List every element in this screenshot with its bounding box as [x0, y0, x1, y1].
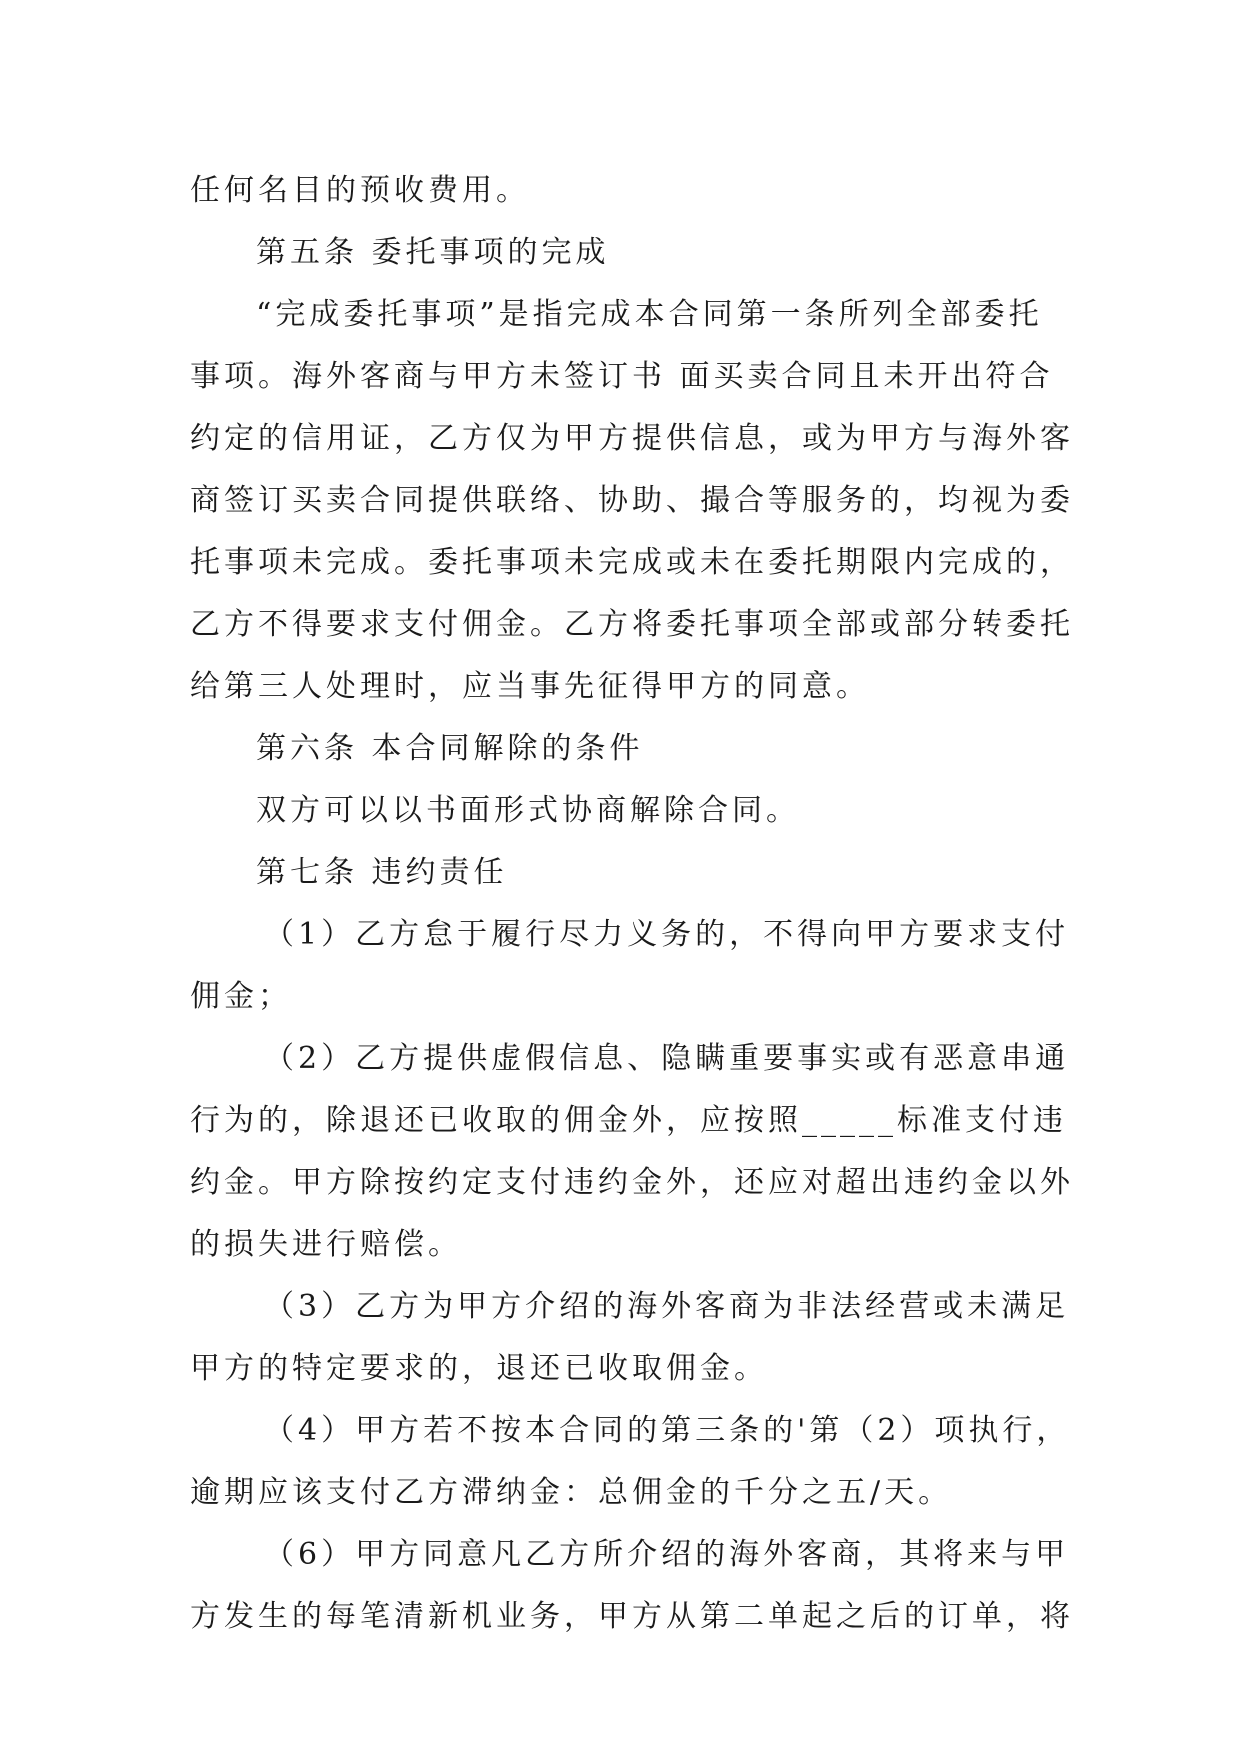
clause-item-3: （3）乙方为甲方介绍的海外客商为非法经营或未满足: [264, 1289, 1070, 1324]
clause-item-6: （6）甲方同意凡乙方所介绍的海外客商，其将来与甲: [264, 1537, 1070, 1572]
text-line: 给第三人处理时，应当事先征得甲方的同意。: [190, 669, 870, 704]
clause-item-4: （4）甲方若不按本合同的第三条的'第（2）项执行，: [264, 1413, 1071, 1448]
clause-item-1: （1）乙方怠于履行尽力义务的，不得向甲方要求支付: [264, 917, 1070, 952]
text-line: “完成委托事项”是指完成本合同第一条所列全部委托: [256, 297, 1043, 332]
text-line: 方发生的每笔清新机业务，甲方从第二单起之后的订单，将: [190, 1599, 1074, 1634]
text-line: 行为的，除退还已收取的佣金外，应按照_____标准支付违: [190, 1103, 1067, 1138]
text-line: 约定的信用证，乙方仅为甲方提供信息，或为甲方与海外客: [190, 421, 1074, 456]
text-line: 佣金；: [190, 979, 292, 1014]
text-line: 乙方不得要求支付佣金。乙方将委托事项全部或部分转委托: [190, 607, 1074, 642]
section-heading-7: 第七条 违约责任: [256, 855, 508, 890]
text-line: 逾期应该支付乙方滞纳金：总佣金的千分之五/天。: [190, 1475, 953, 1510]
text-line: 商签订买卖合同提供联络、协助、撮合等服务的，均视为委: [190, 483, 1074, 518]
section-heading-6: 第六条 本合同解除的条件: [256, 731, 644, 766]
clause-item-2: （2）乙方提供虚假信息、隐瞒重要事实或有恶意串通: [264, 1041, 1070, 1076]
text-line: 约金。甲方除按约定支付违约金外，还应对超出违约金以外: [190, 1165, 1074, 1200]
text-line: 事项。海外客商与甲方未签订书 面买卖合同且未开出符合: [190, 359, 1054, 394]
text-line: 甲方的特定要求的，退还已收取佣金。: [190, 1351, 768, 1386]
text-line: 的损失进行赔偿。: [190, 1227, 462, 1262]
text-line: 任何名目的预收费用。: [190, 173, 530, 208]
text-line: 托事项未完成。委托事项未完成或未在委托期限内完成的，: [190, 545, 1074, 580]
document-body: [190, 160, 1074, 1648]
text-line: 双方可以以书面形式协商解除合同。: [256, 793, 800, 828]
section-heading-5: 第五条 委托事项的完成: [256, 235, 610, 270]
